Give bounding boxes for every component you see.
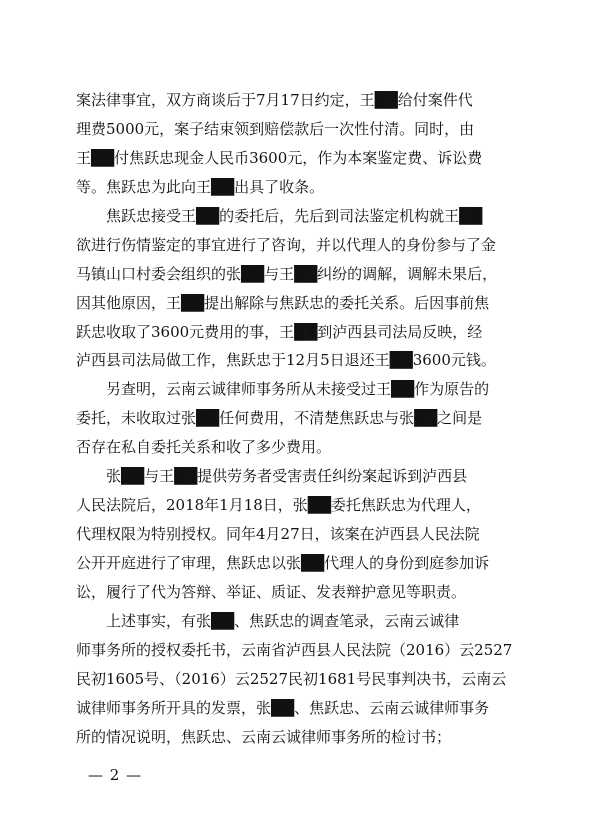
text-line: 马镇山口村委会组织的张██与王██纠纷的调解，调解未果后， — [76, 264, 498, 283]
text-line: 因其他原因，王██提出解除与焦跃忠的委托关系。后因事前焦 — [76, 293, 490, 312]
text-line: 案法律事宜，双方商谈后于7月17日约定，王██给付案件代 — [76, 91, 473, 109]
text-line: 委托，未收取过张██任何费用，不清楚焦跃忠与张██之间是 — [76, 409, 483, 428]
text-line: 等。焦跃忠为此向王██出具了收条。 — [76, 177, 325, 196]
text-line: 代理权限为特别授权。同年4月27日，该案在泸西县人民法院 — [76, 525, 480, 544]
document-body — [76, 86, 528, 752]
text-line: 焦跃忠接受王██的委托后，先后到司法鉴定机构就王██ — [76, 206, 483, 225]
text-line: 诚律师事务所开具的发票，张██、焦跃忠、云南云诚律师事务 — [76, 698, 490, 717]
text-line: 王██付焦跃忠现金人民币3600元，作为本案鉴定费、诉讼费 — [76, 148, 483, 167]
text-line: 师事务所的授权委托书，云南省泸西县人民法院（2016）云2527 — [76, 640, 513, 659]
text-line: 上述事实，有张██、焦跃忠的调查笔录，云南云诚律 — [76, 611, 460, 630]
text-line: 公开开庭进行了审理，焦跃忠以张██代理人的身份到庭参加诉 — [76, 554, 490, 572]
text-line: 讼，履行了代为答辩、举证、质证、发表辩护意见等职责。 — [76, 582, 467, 601]
text-line: 所的情况说明，焦跃忠、云南云诚律师事务所的检讨书； — [76, 727, 452, 746]
page-number: — 2 — — [88, 766, 143, 784]
text-line: 张██与王██提供劳务者受害责任纠纷案起诉到泸西县 — [76, 467, 468, 486]
text-line: 人民法院后，2018年1月18日，张██委托焦跃忠为代理人， — [76, 496, 481, 515]
text-line: 欲进行伤情鉴定的事宜进行了咨询，并以代理人的身份参与了金 — [76, 235, 497, 254]
text-line: 否存在私自委托关系和收了多少费用。 — [76, 438, 332, 457]
text-line: 泸西县司法局做工作，焦跃忠于12月5日退还王██3600元钱。 — [76, 351, 496, 370]
text-line: 跃忠收取了3600元费用的事，王██到泸西县司法局反映，经 — [76, 322, 483, 341]
text-line: 民初1605号、（2016）云2527民初1681号民事判决书，云南云 — [76, 669, 507, 688]
text-line: 另查明，云南云诚律师事务所从未接受过王██作为原告的 — [76, 380, 490, 399]
text-line: 理费5000元，案子结束领到赔偿款后一次性付清。同时，由 — [76, 119, 475, 138]
